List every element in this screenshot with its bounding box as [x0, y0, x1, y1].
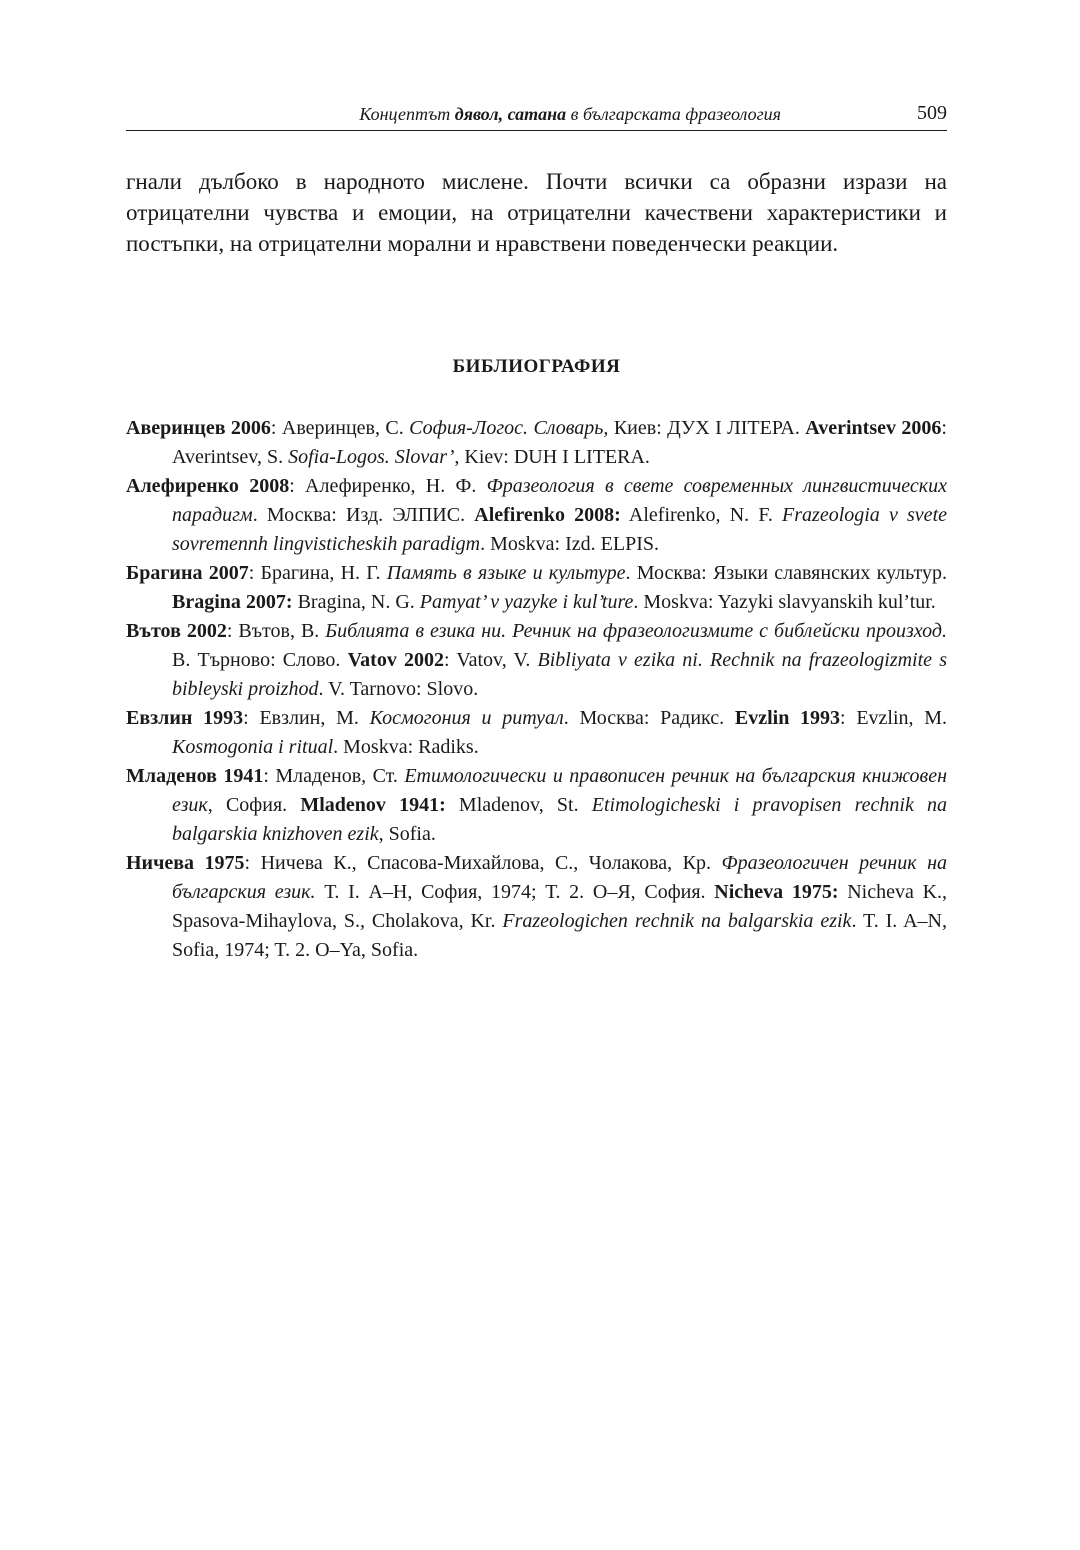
entry-latin-title: Sofia-Logos. Slovar’: [288, 446, 455, 468]
entry-title: Космогония и ритуал: [369, 707, 564, 729]
entry-text: , Kiev: DUH I LITERA.: [454, 446, 650, 468]
entry-text: . Moskva: Yazyki slavyanskih kul’tur.: [633, 591, 936, 613]
entry-text: : Evzlin, M.: [840, 707, 948, 729]
entry-title: Фразеологичен речник на българския език.: [172, 852, 947, 903]
entry-text: . V. Tarnovo: Slovo.: [318, 678, 479, 700]
entry-text: . Moskva: Izd. ELPIS.: [480, 533, 659, 555]
entry-text: Mladenov, St.: [445, 794, 592, 816]
entry-text: Bragina, N. G.: [292, 591, 420, 613]
body-paragraph: гнали дълбоко в народното мислене. Почти всички са образни изрази на отрицателни чувства и емоции, на отрицателни качествени характеристики и постъпки, на отрицателни морални и нравствени поведенчески реакции.: [126, 169, 947, 256]
entry-latin-title: Kosmogonia i ritual: [172, 736, 334, 758]
entry-latin-key: Averintsev 2006: [805, 417, 942, 439]
entry-latin-key: Mladenov 1941:: [300, 794, 446, 816]
entry-key: Ничева 1975: [126, 852, 245, 874]
entry-key: Вътов 2002: [126, 620, 227, 642]
bibliography-entry: [126, 414, 947, 472]
entry-text: . Moskva: Radiks.: [333, 736, 479, 758]
entry-text: . Москва: Изд. ЭЛПИС.: [252, 504, 475, 526]
bibliography-entry: [126, 762, 947, 849]
entry-latin-key: Bragina 2007:: [172, 591, 293, 613]
entry-title: Библията в езика ни. Речник на фразеологизмите с библейски произход.: [325, 620, 947, 642]
entry-text: : Ничева К., Спасова-Михайлова, С., Чолакова, Кр.: [244, 852, 722, 874]
running-header: [126, 102, 947, 131]
running-title: [359, 104, 781, 125]
entry-text: : Младенов, Ст.: [263, 765, 405, 787]
entry-text: : Евзлин, М.: [243, 707, 370, 729]
entry-text: . Москва: Радикс.: [563, 707, 735, 729]
entry-latin-title: Etimologicheski i pravopisen rechnik na balgarskia knizhoven ezik: [172, 794, 947, 845]
entry-title: Фразеология в свете современных лингвистических парадигм: [172, 475, 948, 526]
entry-text: , Sofia.: [378, 823, 436, 845]
entry-latin-title: Frazeologichen rechnik na balgarskia ezik: [502, 910, 852, 932]
entry-text: . T. I. A–N, Sofia, 1974; T. 2. O–Ya, Sofia.: [172, 910, 947, 961]
entry-latin-key: Vatov 2002: [347, 649, 444, 671]
running-title-bold: дявол, сатана: [454, 104, 567, 124]
entry-text: Киев: ДУХ І ЛІТЕРА.: [608, 417, 806, 439]
entry-text: Nicheva K., Spasova-Mihaylova, S., Cholakova, Kr.: [172, 881, 948, 932]
entry-title: София-Логос. Словарь,: [409, 417, 609, 439]
entry-title: Память в языке и культуре: [386, 562, 626, 584]
bibliography-entry: [126, 472, 947, 559]
entry-text: : Брагина, Н. Г.: [248, 562, 387, 584]
entry-title: Етимологически и правописен речник на българския книжовен език: [172, 765, 947, 816]
entry-text: : Vatov, V.: [444, 649, 538, 671]
entry-key: Аверинцев 2006: [126, 417, 271, 439]
entry-text: Alefirenko, N. F.: [620, 504, 783, 526]
entry-text: : Вътов, В.: [226, 620, 326, 642]
page-number: 509: [917, 102, 947, 124]
entry-latin-key: Nicheva 1975:: [714, 881, 839, 903]
entry-latin-title: Frazeologia v svete sovremennh lingvisticheskih paradigm: [172, 504, 947, 555]
entry-text: В. Търново: Слово.: [172, 649, 348, 671]
bibliography-heading: БИБЛИОГРАФИЯ: [452, 356, 621, 377]
entry-latin-key: Evzlin 1993: [734, 707, 841, 729]
bibliography-list: [126, 414, 947, 965]
entry-text: : Аверинцев, С.: [270, 417, 410, 439]
entry-latin-title: Bibliyata v ezika ni. Rechnik na frazeologizmite s bibleyski proizhod: [172, 649, 947, 700]
bibliography-entry: [126, 704, 947, 762]
entry-key: Евзлин 1993: [126, 707, 244, 729]
running-title-suffix: в българската фразеология: [570, 104, 781, 124]
entry-latin-title: Pamyat’ v yazyke i kul’ture: [419, 591, 634, 613]
entry-text: Т. I. А–Н, София, 1974; Т. 2. О–Я, София.: [315, 881, 715, 903]
entry-text: , София.: [207, 794, 301, 816]
entry-key: Алефиренко 2008: [126, 475, 290, 497]
running-title-prefix: Концептът: [359, 104, 451, 124]
entry-text: . Москва: Языки славянских культур.: [625, 562, 947, 584]
entry-key: Младенов 1941: [126, 765, 264, 787]
bibliography-entry: [126, 617, 947, 704]
bibliography-entry: [126, 849, 947, 965]
entry-text: : Алефиренко, Н. Ф.: [289, 475, 487, 497]
entry-latin-key: Alefirenko 2008:: [474, 504, 621, 526]
bibliography-entry: [126, 559, 947, 617]
entry-key: Брагина 2007: [126, 562, 249, 584]
entry-text: : Averintsev, S.: [172, 417, 947, 468]
